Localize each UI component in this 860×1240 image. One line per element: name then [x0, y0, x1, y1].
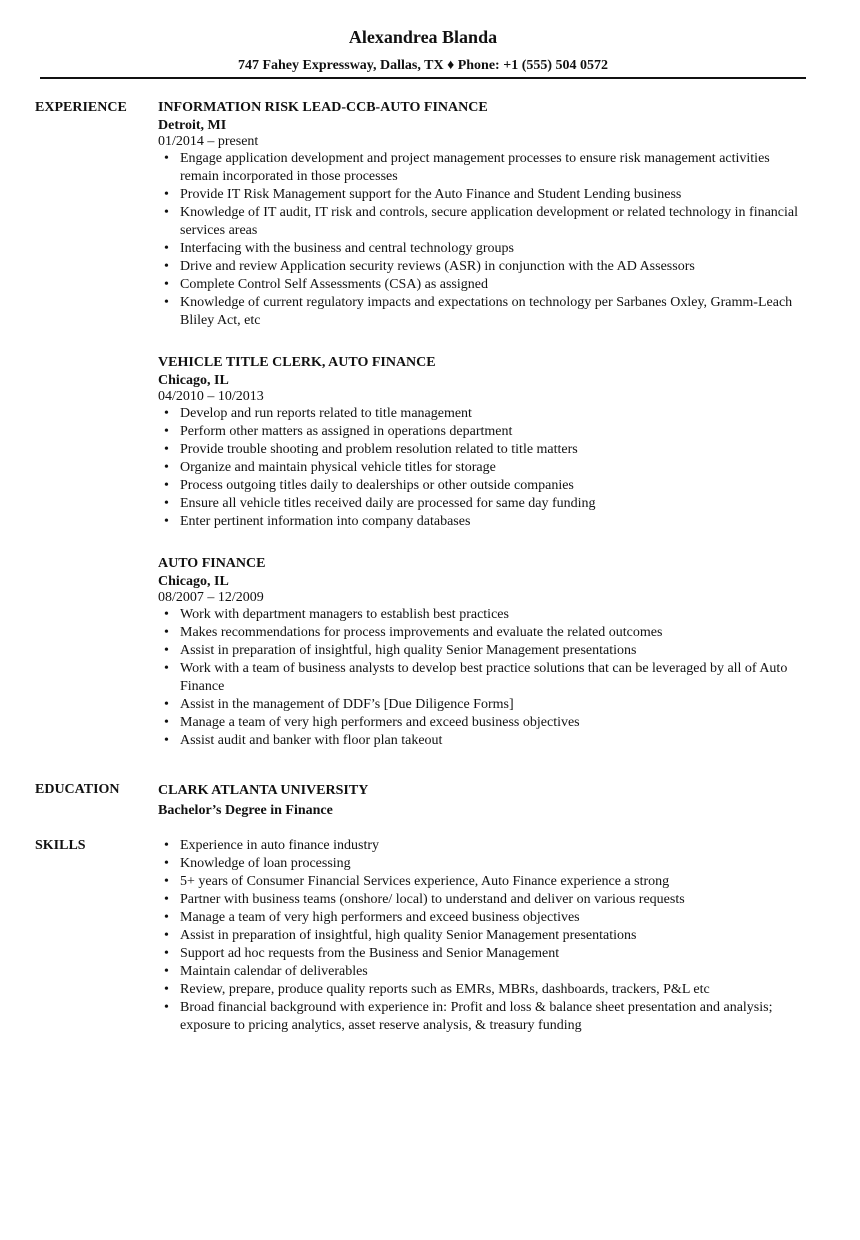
- job-title: AUTO FINANCE: [158, 556, 266, 571]
- bullet-item: • Interfacing with the business and central technology groups: [180, 240, 808, 258]
- bullet-item: • Assist in the management of DDF’s [Due Diligence Forms]: [180, 696, 808, 714]
- header-divider: [40, 77, 806, 79]
- job-title: VEHICLE TITLE CLERK, AUTO FINANCE: [158, 355, 436, 370]
- bullet-item: • Drive and review Application security reviews (ASR) in conjunction with the AD Assessors: [180, 258, 808, 276]
- job-dates: 01/2014 – present: [158, 134, 259, 149]
- bullet-item: • Manage a team of very high performers and exceed business objectives: [180, 714, 808, 732]
- skill-item: • Broad financial background with experience in: Profit and loss & balance sheet presentation and analysis; exposure to pricing analytics, asset reserve analysis, & treasury funding: [180, 999, 808, 1035]
- job-dates: 04/2010 – 10/2013: [158, 389, 264, 404]
- skill-item: • Knowledge of loan processing: [180, 855, 808, 873]
- job-bullets: [158, 606, 808, 750]
- bullet-item: • Knowledge of IT audit, IT risk and controls, secure application development or related technology in financial services areas: [180, 204, 808, 240]
- section-heading-skills: SKILLS: [35, 838, 86, 853]
- job-entry: [158, 354, 808, 531]
- bullet-item: • Organize and maintain physical vehicle titles for storage: [180, 459, 808, 477]
- skill-item: • Assist in preparation of insightful, high quality Senior Management presentations: [180, 927, 808, 945]
- bullet-item: • Enter pertinent information into company databases: [180, 513, 808, 531]
- skill-item: • 5+ years of Consumer Financial Services experience, Auto Finance experience a strong: [180, 873, 808, 891]
- skills-list: [158, 837, 808, 1035]
- school-name: CLARK ATLANTA UNIVERSITY: [158, 783, 369, 798]
- bullet-item: • Assist audit and banker with floor plan takeout: [180, 732, 808, 750]
- job-location: Chicago, IL: [158, 574, 229, 589]
- bullet-item: • Work with department managers to establish best practices: [180, 606, 808, 624]
- section-heading-experience: EXPERIENCE: [35, 100, 127, 115]
- experience-list: [158, 99, 808, 774]
- job-bullets: [158, 150, 808, 330]
- degree: Bachelor’s Degree in Finance: [158, 803, 333, 818]
- bullet-item: • Provide IT Risk Management support for the Auto Finance and Student Lending business: [180, 186, 808, 204]
- bullet-item: • Ensure all vehicle titles received daily are processed for same day funding: [180, 495, 808, 513]
- skill-item: • Maintain calendar of deliverables: [180, 963, 808, 981]
- bullet-item: • Knowledge of current regulatory impacts and expectations on technology per Sarbanes Oxley, Gramm-Leach Bliley Act, etc: [180, 294, 808, 330]
- resume-header: [40, 26, 806, 75]
- contact-line: 747 Fahey Expressway, Dallas, TX ♦ Phone: +1 (555) 504 0572: [237, 58, 609, 73]
- job-entry: [158, 555, 808, 750]
- bullet-item: • Work with a team of business analysts to develop best practice solutions that can be leveraged by all of Auto Finance: [180, 660, 808, 696]
- skill-item: • Manage a team of very high performers and exceed business objectives: [180, 909, 808, 927]
- bullet-item: • Engage application development and project management processes to ensure risk management activities remain incorporated in those processes: [180, 150, 808, 186]
- bullet-item: • Process outgoing titles daily to dealerships or other outside companies: [180, 477, 808, 495]
- job-location: Chicago, IL: [158, 373, 229, 388]
- education-entry: [158, 781, 808, 821]
- job-dates: 08/2007 – 12/2009: [158, 590, 264, 605]
- bullet-item: • Develop and run reports related to title management: [180, 405, 808, 423]
- skill-item: • Review, prepare, produce quality reports such as EMRs, MBRs, dashboards, trackers, P&L etc: [180, 981, 808, 999]
- bullet-item: • Complete Control Self Assessments (CSA) as assigned: [180, 276, 808, 294]
- bullet-item: • Assist in preparation of insightful, high quality Senior Management presentations: [180, 642, 808, 660]
- bullet-item: • Makes recommendations for process improvements and evaluate the related outcomes: [180, 624, 808, 642]
- section-heading-education: EDUCATION: [35, 782, 120, 797]
- bullet-item: • Provide trouble shooting and problem resolution related to title matters: [180, 441, 808, 459]
- bullet-item: • Perform other matters as assigned in operations department: [180, 423, 808, 441]
- skills-bullets: [158, 837, 808, 1035]
- job-title: INFORMATION RISK LEAD-CCB-AUTO FINANCE: [158, 100, 488, 115]
- job-bullets: [158, 405, 808, 531]
- job-entry: [158, 99, 808, 330]
- job-location: Detroit, MI: [158, 118, 227, 133]
- skill-item: • Support ad hoc requests from the Business and Senior Management: [180, 945, 808, 963]
- skill-item: • Partner with business teams (onshore/ local) to understand and deliver on various requests: [180, 891, 808, 909]
- skill-item: • Experience in auto finance industry: [180, 837, 808, 855]
- candidate-name: Alexandrea Blanda: [348, 27, 498, 47]
